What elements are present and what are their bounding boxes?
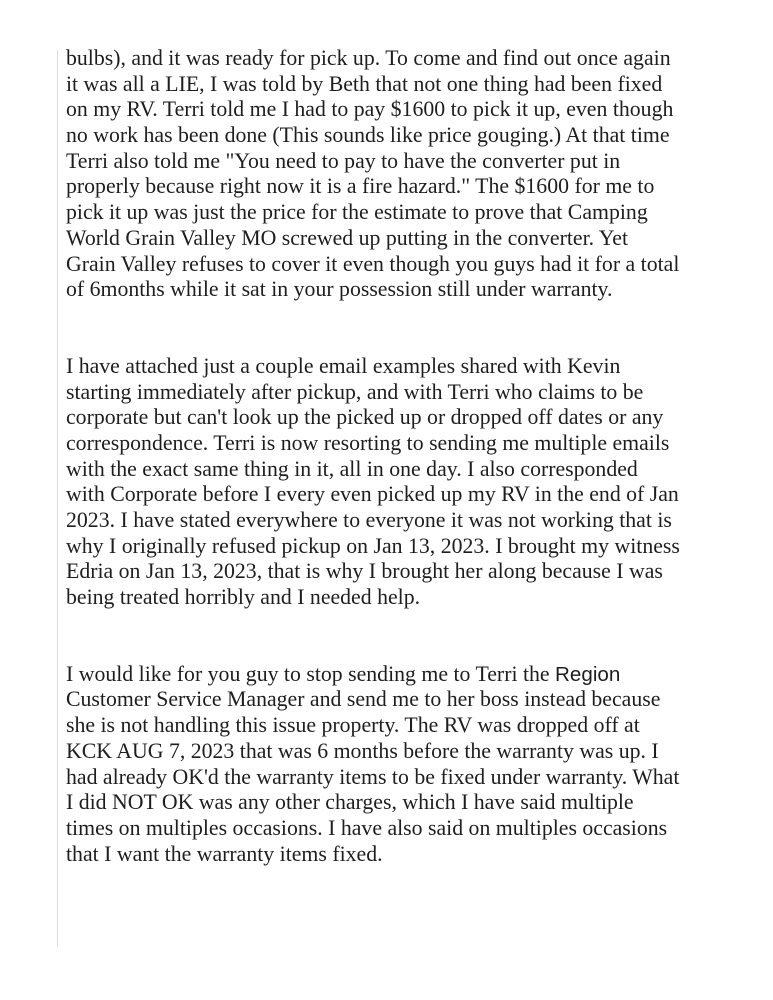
text-segment: I would like for you guy to stop sending me to Terri the — [66, 661, 556, 686]
text-line: 2023. I have stated everywhere to everyone it was not working that is — [66, 508, 672, 532]
text-line: I have attached just a couple email examples shared with Kevin — [66, 353, 621, 378]
text-line: no work has been done (This sounds like price gouging.) At that time — [66, 123, 670, 148]
text-line: World Grain Valley MO screwed up putting in the converter. Yet — [66, 225, 629, 250]
text-line: of 6months while it sat in your possession still under warranty. — [66, 277, 613, 302]
text-line: pick it up was just the price for the estimate to prove that Camping — [66, 200, 648, 225]
text-line: had already OK'd the warranty items to be fixed under warranty. What — [66, 764, 680, 789]
text-line: being treated horribly and I needed help. — [66, 585, 421, 610]
paragraph — [66, 46, 731, 303]
text-line: it was all a LIE, I was told by Beth that not one thing had been fixed — [66, 71, 663, 96]
text-line: that I want the warranty items fixed. — [66, 841, 383, 866]
text-line: correspondence. Terri is now resorting to sending me multiple emails — [66, 430, 670, 455]
page-edge-divider — [57, 50, 58, 947]
text-segment-sans: Region — [555, 662, 621, 686]
text-line — [66, 662, 731, 688]
text-line: with Corporate before I every even picked up my RV in the end of Jan — [66, 482, 679, 507]
text-line: on my RV. Terri told me I had to pay $1600 to pick it up, even though — [66, 97, 674, 122]
text-line: with the exact same thing in it, all in one day. I also corresponded — [66, 456, 638, 481]
text-line: Terri also told me "You need to pay to have the converter put in — [66, 148, 621, 173]
text-line: Customer Service Manager and send me to her boss instead because — [66, 687, 661, 712]
text-line: KCK AUG 7, 2023 that was 6 months before the warranty was up. I — [66, 738, 659, 763]
text-line: bulbs), and it was ready for pick up. To come and find out once again — [66, 46, 671, 70]
text-line: times on multiples occasions. I have also said on multiples occasions — [66, 815, 668, 840]
text-line: she is not handling this issue property. The RV was dropped off at — [66, 713, 640, 738]
text-line: properly because right now it is a fire hazard." The $1600 for me to — [66, 174, 655, 199]
text-line: starting immediately after pickup, and with Terri who claims to be — [66, 379, 644, 404]
text-line: I did NOT OK was any other charges, which I have said multiple — [66, 790, 634, 815]
document-body — [66, 46, 731, 867]
text-line: Grain Valley refuses to cover it even though you guys had it for a total — [66, 251, 680, 276]
text-line: why I originally refused pickup on Jan 13, 2023. I brought my witness — [66, 533, 680, 558]
paragraph — [66, 662, 731, 868]
text-line: corporate but can't look up the picked up or dropped off dates or any — [66, 405, 664, 430]
paragraph — [66, 354, 731, 611]
text-line: Edria on Jan 13, 2023, that is why I brought her along because I was — [66, 559, 663, 584]
